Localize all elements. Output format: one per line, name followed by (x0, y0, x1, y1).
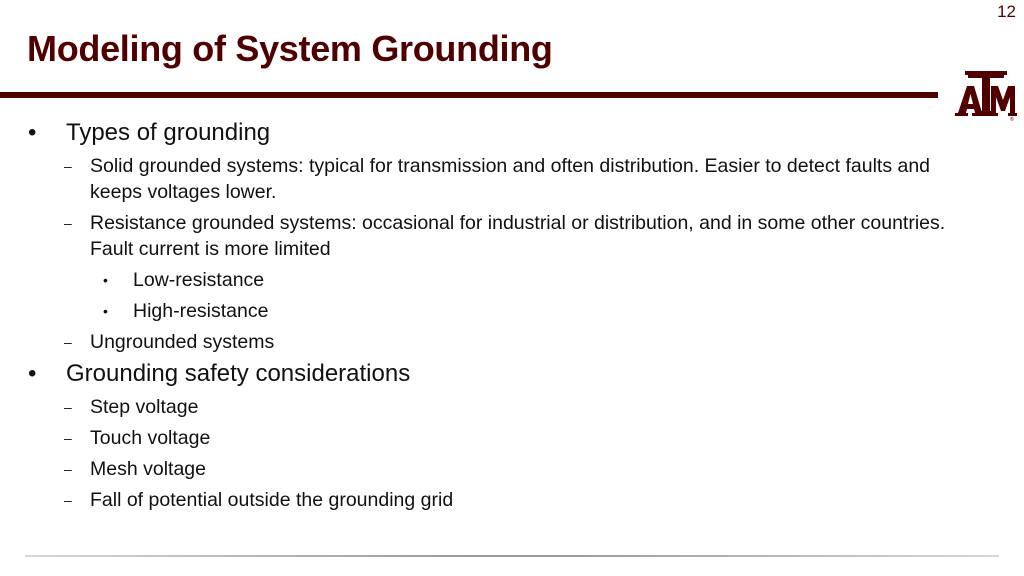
sub-bullet-text: Resistance grounded systems: occasional for industrial or distribution, and in some other countries. Fault current is more limited (90, 212, 946, 260)
sub-bullet-text: Fall of potential outside the grounding grid (90, 489, 454, 511)
sub-bullet-text: Ungrounded systems (90, 331, 275, 353)
sub-bullet-item (0, 210, 950, 262)
sub-bullet-text: Mesh voltage (90, 458, 206, 480)
bullet-marker: • (28, 360, 37, 387)
sub-bullet-text: Touch voltage (90, 427, 211, 449)
slide-title: Modeling of System Grounding (27, 28, 553, 69)
bullet-text: Types of grounding (66, 119, 271, 146)
sub-bullet-item (0, 425, 950, 451)
dash-marker: – (64, 492, 72, 508)
bullet-item (0, 117, 1000, 148)
dash-marker: – (64, 215, 72, 231)
sub-sub-bullet-text: Low-resistance (133, 269, 265, 291)
title-divider (0, 92, 938, 98)
bullet-item (0, 358, 1000, 389)
bullet-marker: • (28, 119, 37, 146)
sub-bullet-text: Solid grounded systems: typical for transmission and often distribution. Easier to detect faults and keeps voltages lower. (90, 155, 931, 203)
dash-marker: – (64, 461, 72, 477)
footer-divider (25, 555, 999, 557)
dash-marker: – (64, 399, 72, 415)
sub-sub-bullet-item (0, 267, 1000, 293)
dash-marker: – (64, 430, 72, 446)
sub-sub-bullet-item (0, 298, 1000, 324)
sub-bullet-item (0, 456, 950, 482)
sub-sub-bullet-text: High-resistance (133, 300, 269, 322)
dash-marker: – (64, 158, 72, 174)
sub-bullet-item (0, 153, 950, 205)
bullet-list (0, 114, 1000, 513)
sub-bullet-item (0, 487, 950, 513)
registered-mark: ® (1010, 117, 1014, 122)
bullet-marker: • (103, 303, 108, 319)
page-number: 12 (997, 2, 1016, 21)
sub-bullet-item (0, 394, 950, 420)
bullet-text: Grounding safety considerations (66, 360, 411, 387)
sub-bullet-item (0, 329, 950, 355)
dash-marker: – (64, 334, 72, 350)
bullet-marker: • (103, 272, 108, 288)
sub-bullet-text: Step voltage (90, 396, 199, 418)
